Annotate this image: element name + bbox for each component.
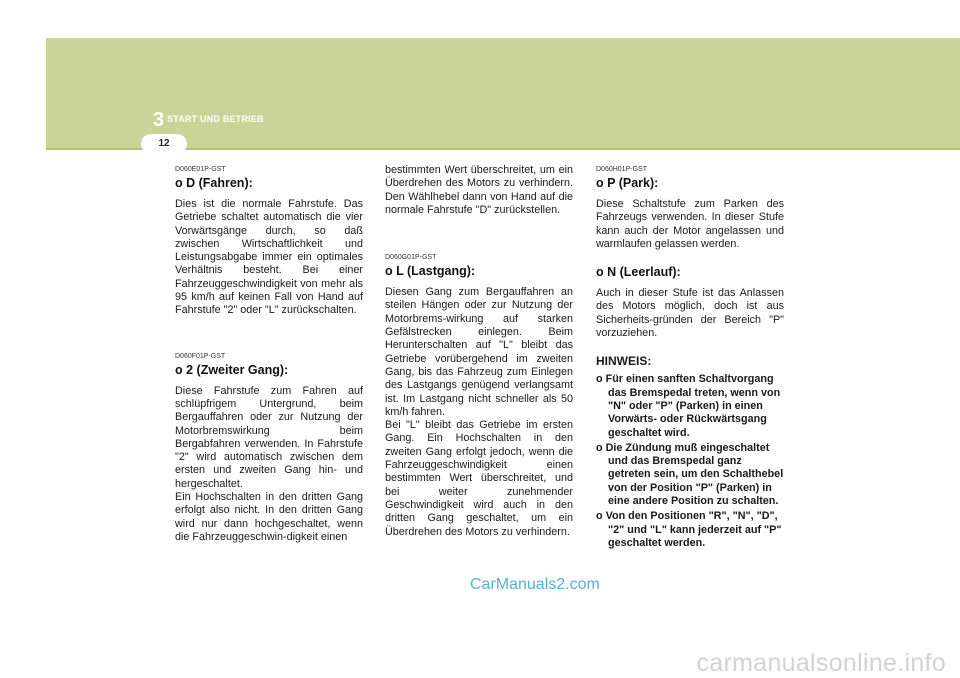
note-item: o Von den Positionen "R", "N", "D", "2" und "L" kann jederzeit auf "P" geschaltet werden. bbox=[596, 510, 782, 549]
section-code: D060F01P-GST bbox=[175, 352, 226, 360]
header-band bbox=[46, 38, 960, 148]
note-block bbox=[596, 354, 784, 550]
section-title: o L (Lastgang): bbox=[385, 264, 476, 279]
note-item: o Für einen sanften Schaltvorgang das Bremspedal treten, wenn von "N" oder "P" (Parken) in einen Vorwärts- oder Rückwärtsgang geschaltet wird. bbox=[596, 373, 781, 439]
section-text: Dies ist die normale Fahrstufe. Das Getriebe schaltet automatisch die vier Vorwärtsgänge durch, so daß zwischen Wirtschaftlichkeit und Leistungsabgabe immer ein optimales Verhältnis besteht. Bei einer Fahrzeuggeschwindigkeit von mehr als 95 km/h auf keinen Fall von Hand auf Fahrstufe "2" oder "L" zurückschalten. bbox=[175, 198, 363, 317]
chapter-title: START UND BETRIEB bbox=[167, 114, 264, 124]
section-p-park bbox=[596, 165, 784, 251]
column-2 bbox=[385, 164, 573, 539]
page-number: 12 bbox=[158, 138, 170, 149]
section-d-fahren bbox=[175, 165, 363, 318]
section-l-lastgang bbox=[385, 253, 573, 539]
section-code: D060H01P-GST bbox=[596, 166, 647, 173]
section-2-zweiter-gang bbox=[175, 352, 363, 545]
section-title: o N (Leerlauf): bbox=[596, 265, 681, 280]
watermark-link[interactable]: CarManuals2.com bbox=[470, 576, 600, 593]
column-1 bbox=[175, 165, 363, 544]
section-text: Auch in dieser Stufe ist das Anlassen des Motors möglich, doch ist aus Sicherheits-gründen der Bereich "P" vorzuziehen. bbox=[596, 287, 784, 340]
section-title: o 2 (Zweiter Gang): bbox=[175, 362, 289, 377]
note-item: o Die Zündung muß eingeschaltet und das Bremspedal ganz getreten sein, um den Schalthebel von der Position "P" (Parken) in eine andere Position zu schalten. bbox=[596, 441, 784, 508]
section-text: Diese Schaltstufe zum Parken des Fahrzeugs verwenden. In dieser Stufe kann auch der Motor angelassen und warmlaufen gelassen werden. bbox=[596, 198, 784, 250]
note-title: HINWEIS: bbox=[596, 354, 652, 369]
section-n-leerlauf bbox=[596, 265, 784, 340]
column-3 bbox=[596, 165, 784, 552]
footer-watermark: carmanualsonline.info bbox=[696, 649, 946, 677]
chapter-number: 3 bbox=[153, 109, 165, 131]
section-text: Diese Fahrstufe zum Fahren auf schlüpfrigem Untergrund, beim Bergauffahren oder zur Nutzung der Motorbremswirkung beim Bergabfahren verwenden. In Fahrstufe "2" wird automatisch zwischen dem ersten und zweiten Gang hin- und hergeschaltet. Ein Hochschalten in den dritten Gang erfolgt also nicht. In den dritten Gang wird nur dann hochgeschaltet, wenn die Fahrzeuggeschwin-digkeit einen bbox=[175, 384, 363, 543]
section-code: D060E01P-GST bbox=[175, 166, 226, 173]
section-title: o D (Fahren): bbox=[175, 176, 253, 190]
section-title: o P (Park): bbox=[596, 176, 659, 190]
continuation-text: bestimmten Wert überschreitet, um ein Überdrehen des Motors zu verhindern. Den Wählhebel dann von Hand auf die normale Fahrstufe "D" zurückstellen. bbox=[385, 164, 573, 216]
section-code: D060G01P-GST bbox=[385, 254, 437, 262]
section-text: Diesen Gang zum Bergauffahren an steilen Hängen oder zur Nutzung der Motorbrems-wirkung auf starken Gefälstrecken einlegen. Beim Herunterschalten auf "L" bleibt das Getriebe vorübergehend im zweiten Gang, bis das Fahrzeug zum Einlegen des Lastgangs genügend verlangsamt ist. Im Lastgang nicht schneller als 50 km/h fahren. Bei "L" bleibt das Getriebe im ersten Gang. Ein Hochschalten in den zweiten Gang erfolgt jedoch, wenn die Fahrzeuggeschwindigkeit einen bestimmten Wert überschreitet, und bei weiter zunehmender Geschwindigkeit wird auch in den dritten Gang geschaltet, um ein Überdrehen des Motors zu verhindern. bbox=[385, 286, 573, 538]
